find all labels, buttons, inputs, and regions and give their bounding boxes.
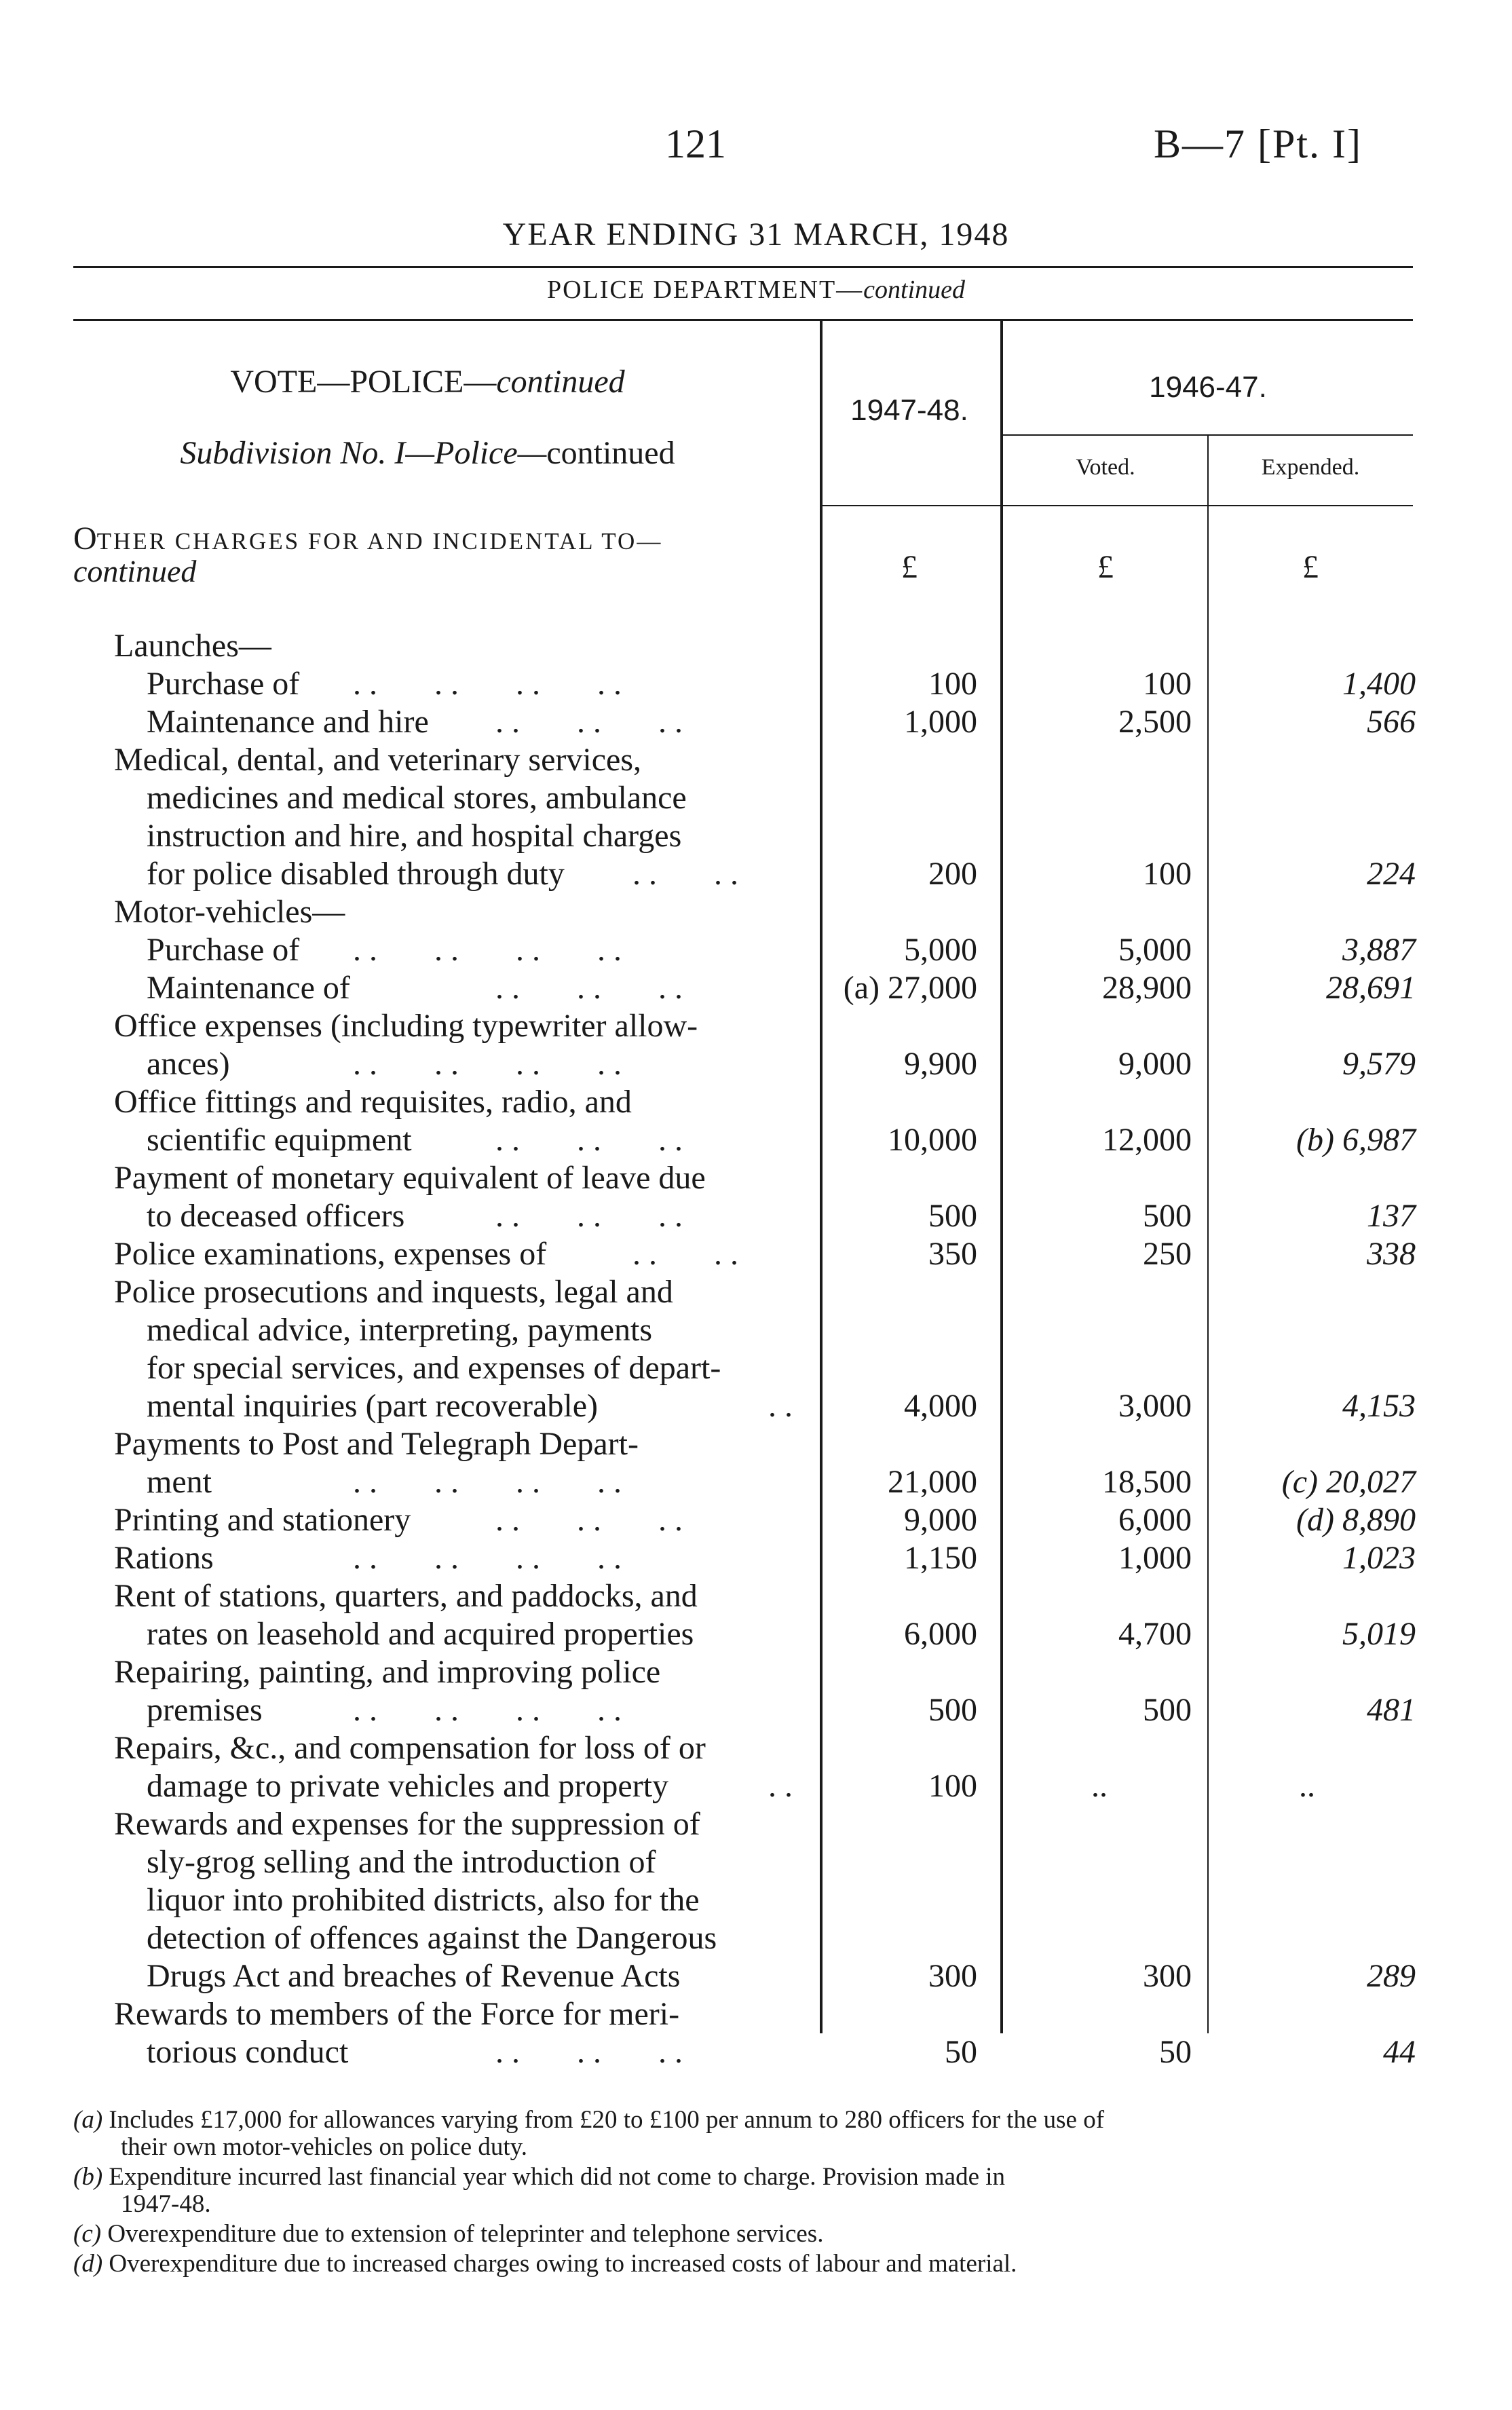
section-heading: OTHER CHARGES FOR AND INCIDENTAL TO— continued <box>73 521 663 588</box>
row-label: Printing and stationery <box>114 1502 411 1538</box>
row-label: Purchase of <box>147 666 300 702</box>
row-label: Rations <box>114 1540 214 1576</box>
footnote-c: (c) Overexpenditure due to extension of teleprinter and telephone services. <box>73 2220 824 2248</box>
row-label: Medical, dental, and veterinary services, <box>114 742 641 778</box>
value-expended: 566 <box>1367 704 1416 740</box>
value-voted: 18,500 <box>1102 1464 1192 1500</box>
footnote-b-cont: 1947-48. <box>121 2190 211 2218</box>
value-1947-48: 300 <box>928 1958 977 1994</box>
column-1946-47: 1946-47. <box>1149 371 1267 404</box>
row-label: Police prosecutions and inquests, legal and <box>114 1274 673 1310</box>
value-expended: 28,691 <box>1326 970 1416 1006</box>
value-1947-48: 21,000 <box>888 1464 977 1500</box>
row-label: Payment of monetary equivalent of leave due <box>114 1160 706 1196</box>
value-1947-48: 200 <box>928 856 977 892</box>
row-label: rates on leasehold and acquired properties <box>147 1616 694 1652</box>
value-expended: 4,153 <box>1342 1388 1416 1424</box>
column-voted: Voted. <box>1076 455 1135 480</box>
value-expended: 1,023 <box>1342 1540 1416 1576</box>
row-label: Rent of stations, quarters, and paddocks, and <box>114 1578 698 1614</box>
value-1947-48: 10,000 <box>888 1122 977 1158</box>
value-voted: 12,000 <box>1102 1122 1192 1158</box>
value-1947-48: 1,000 <box>904 704 977 740</box>
row-label: Purchase of <box>147 932 300 968</box>
value-voted: 5,000 <box>1118 932 1192 968</box>
value-1947-48: 500 <box>928 1198 977 1234</box>
value-1947-48: 1,150 <box>904 1540 977 1576</box>
value-expended: 9,579 <box>1342 1046 1416 1082</box>
value-1947-48: (a) 27,000 <box>843 970 977 1006</box>
row-label: Repairs, &c., and compensation for loss of or <box>114 1730 706 1766</box>
row-label: Launches— <box>114 628 271 664</box>
row-label: Rewards to members of the Force for meri- <box>114 1996 680 2032</box>
value-voted: 300 <box>1143 1958 1192 1994</box>
column-divider-right <box>1207 434 1209 2033</box>
row-label: sly-grog selling and the introduction of <box>147 1844 656 1880</box>
column-expended: Expended. <box>1261 455 1360 480</box>
row-label: Payments to Post and Telegraph Depart- <box>114 1426 639 1462</box>
row-label: liquor into prohibited districts, also for the <box>147 1882 700 1918</box>
row-label: instruction and hire, and hospital charges <box>147 818 682 854</box>
value-expended: 3,887 <box>1342 932 1416 968</box>
value-voted: 100 <box>1143 856 1192 892</box>
page-number: 121 <box>665 121 726 166</box>
row-label: torious conduct <box>147 2034 349 2070</box>
value-1947-48: 4,000 <box>904 1388 977 1424</box>
value-voted: .. <box>1091 1768 1108 1804</box>
row-label: Office fittings and requisites, radio, and <box>114 1084 632 1120</box>
document-reference: B—7 [Pt. I] <box>1154 121 1362 166</box>
value-voted: 100 <box>1143 666 1192 702</box>
value-1947-48: 500 <box>928 1692 977 1728</box>
value-voted: 4,700 <box>1118 1616 1192 1652</box>
value-voted: 500 <box>1143 1692 1192 1728</box>
value-expended: (c) 20,027 <box>1281 1464 1416 1500</box>
value-1947-48: 9,900 <box>904 1046 977 1082</box>
row-label: mental inquiries (part recoverable) <box>147 1388 599 1424</box>
value-voted: 2,500 <box>1118 704 1192 740</box>
value-voted: 500 <box>1143 1198 1192 1234</box>
value-expended: 1,400 <box>1342 666 1416 702</box>
row-label: Repairing, painting, and improving police <box>114 1654 661 1690</box>
value-1947-48: 100 <box>928 1768 977 1804</box>
subdivision-title: Subdivision No. I—Police—continued <box>180 435 675 471</box>
row-label: medicines and medical stores, ambulance <box>147 780 687 816</box>
value-voted: 1,000 <box>1118 1540 1192 1576</box>
rule-top <box>73 266 1413 268</box>
value-voted: 6,000 <box>1118 1502 1192 1538</box>
year-title: YEAR ENDING 31 MARCH, 1948 <box>502 216 1010 252</box>
value-voted: 3,000 <box>1118 1388 1192 1424</box>
value-expended: 44 <box>1383 2034 1416 2070</box>
row-label: Rewards and expenses for the suppression of <box>114 1806 700 1842</box>
row-label: Office expenses (including typewriter allow- <box>114 1008 698 1044</box>
row-label: damage to private vehicles and property <box>147 1768 669 1804</box>
value-expended: (d) 8,890 <box>1296 1502 1416 1538</box>
value-1947-48: 9,000 <box>904 1502 977 1538</box>
value-voted: 9,000 <box>1118 1046 1192 1082</box>
currency-col1: £ <box>901 549 918 585</box>
value-expended: 224 <box>1367 856 1416 892</box>
value-1947-48: 50 <box>945 2034 977 2070</box>
value-expended: 5,019 <box>1342 1616 1416 1652</box>
row-label: Motor-vehicles— <box>114 894 345 930</box>
row-label: medical advice, interpreting, payments <box>147 1312 653 1348</box>
value-expended: .. <box>1299 1768 1315 1804</box>
value-expended: 137 <box>1367 1198 1416 1234</box>
row-label: Police examinations, expenses of <box>114 1236 547 1272</box>
value-voted: 50 <box>1159 2034 1192 2070</box>
department-title: POLICE DEPARTMENT—continued <box>546 276 966 304</box>
value-voted: 250 <box>1143 1236 1192 1272</box>
row-label: ances) <box>147 1046 230 1082</box>
row-label: to deceased officers <box>147 1198 405 1234</box>
row-label: scientific equipment <box>147 1122 412 1158</box>
footnote-a-cont: their own motor-vehicles on police duty. <box>121 2133 527 2161</box>
row-label: Maintenance of <box>147 970 350 1006</box>
footnote-d: (d) Overexpenditure due to increased charges owing to increased costs of labour and material. <box>73 2250 1017 2278</box>
currency-col2: £ <box>1097 549 1114 585</box>
value-1947-48: 6,000 <box>904 1616 977 1652</box>
column-1947-48: 1947-48. <box>850 394 968 427</box>
row-label: premises <box>147 1692 263 1728</box>
value-expended: 338 <box>1367 1236 1416 1272</box>
row-label: Drugs Act and breaches of Revenue Acts <box>147 1958 681 1994</box>
vote-title: VOTE—POLICE—continued <box>230 364 625 400</box>
value-1947-48: 5,000 <box>904 932 977 968</box>
row-label: Maintenance and hire <box>147 704 429 740</box>
value-expended: 289 <box>1367 1958 1416 1994</box>
row-label: for special services, and expenses of depart- <box>147 1350 721 1386</box>
value-expended: 481 <box>1367 1692 1416 1728</box>
footnote-b: (b) Expenditure incurred last financial year which did not come to charge. Provision made in <box>73 2163 1006 2191</box>
row-label: detection of offences against the Dangerous <box>147 1920 717 1956</box>
value-1947-48: 100 <box>928 666 977 702</box>
currency-col3: £ <box>1302 549 1319 585</box>
value-expended: (b) 6,987 <box>1296 1122 1416 1158</box>
value-1947-48: 350 <box>928 1236 977 1272</box>
row-label: for police disabled through duty <box>147 856 565 892</box>
value-voted: 28,900 <box>1102 970 1192 1006</box>
row-label: ment <box>147 1464 212 1500</box>
footnote-a: (a) Includes £17,000 for allowances varying from £20 to £100 per annum to 280 officers for the use of <box>73 2106 1105 2134</box>
rule-under-department <box>73 319 1413 321</box>
rule-under-headers <box>823 505 1413 506</box>
